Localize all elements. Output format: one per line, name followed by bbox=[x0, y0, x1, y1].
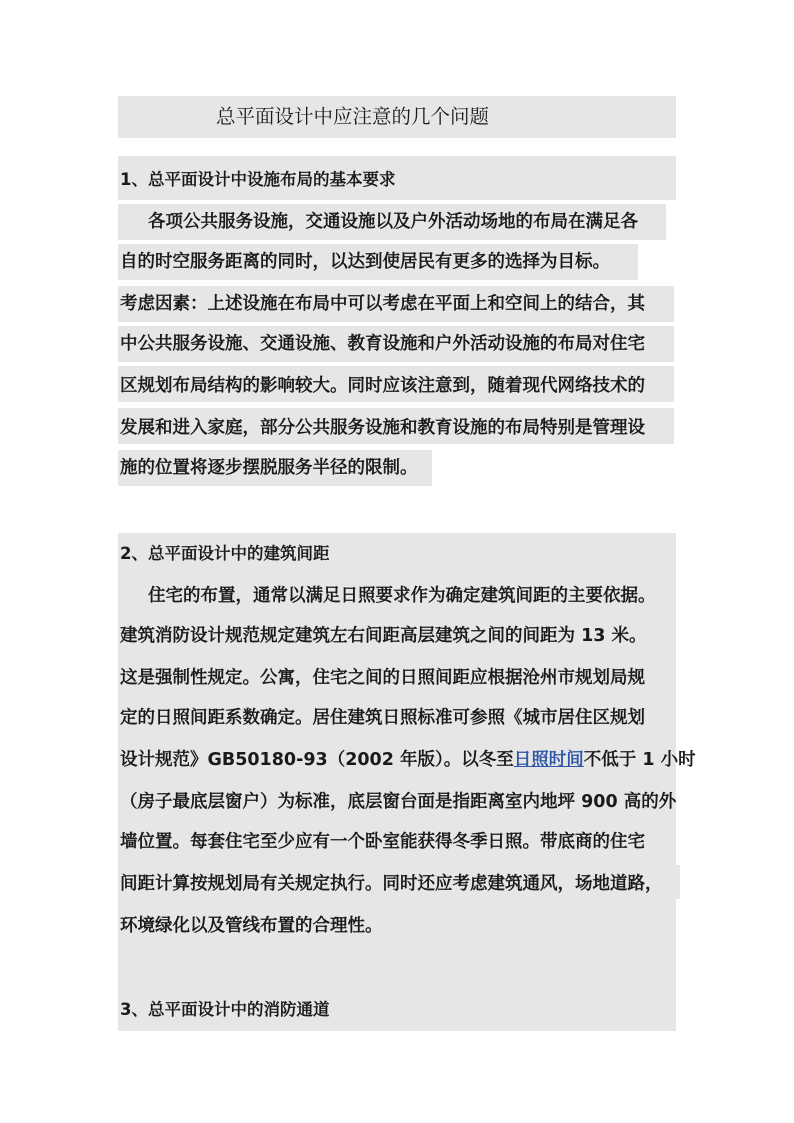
paragraph-line: 中公共服务设施、交通设施、教育设施和户外活动设施的布局对住宅 bbox=[120, 334, 645, 354]
paragraph-line: 区规划布局结构的影响较大。同时应该注意到，随着现代网络技术的 bbox=[120, 376, 645, 396]
paragraph-line: 施的位置将逐步摆脱服务半径的限制。 bbox=[120, 458, 418, 478]
page-title: 总平面设计中应注意的几个问题 bbox=[216, 105, 490, 128]
paragraph-line: 墙位置。每套住宅至少应有一个卧室能获得冬季日照。带底商的住宅 bbox=[120, 832, 645, 852]
paragraph-text: 设计规范》GB50180-93（2002 年版）。以冬至 bbox=[120, 750, 514, 770]
paragraph-line-with-link bbox=[120, 748, 696, 772]
paragraph-line: 考虑因素：上述设施在布局中可以考虑在平面上和空间上的结合，其 bbox=[120, 294, 645, 314]
paragraph-text: 不低于 1 小时 bbox=[583, 750, 696, 770]
paragraph-line: 间距计算按规划局有关规定执行。同时还应考虑建筑通风，场地道路， bbox=[120, 874, 663, 894]
paragraph-line: 各项公共服务设施，交通设施以及户外活动场地的布局在满足各 bbox=[148, 212, 638, 232]
paragraph-line: 环境绿化以及管线布置的合理性。 bbox=[120, 916, 383, 936]
paragraph-line: 发展和进入家庭，部分公共服务设施和教育设施的布局特别是管理设 bbox=[120, 418, 645, 438]
sunlight-time-link[interactable]: 日照时间 bbox=[513, 750, 584, 770]
paragraph-line: 住宅的布置，通常以满足日照要求作为确定建筑间距的主要依据。 bbox=[148, 586, 656, 606]
paragraph-line: 定的日照间距系数确定。居住建筑日照标准可参照《城市居住区规划 bbox=[120, 708, 645, 728]
paragraph-line: （房子最底层窗户）为标准，底层窗台面是指距离室内地坪 900 高的外 bbox=[120, 792, 677, 812]
section2-edge-band bbox=[676, 865, 680, 899]
section-heading-3: 3、总平面设计中的消防通道 bbox=[120, 1000, 330, 1019]
paragraph-line: 自的时空服务距离的同时，以达到使居民有更多的选择为目标。 bbox=[120, 252, 610, 272]
paragraph-line: 建筑消防设计规范规定建筑左右间距高层建筑之间的间距为 13 米。 bbox=[120, 626, 647, 646]
section-heading-1: 1、总平面设计中设施布局的基本要求 bbox=[120, 170, 396, 189]
paragraph-line: 这是强制性规定。公寓，住宅之间的日照间距应根据沧州市规划局规 bbox=[120, 668, 645, 688]
section-heading-2: 2、总平面设计中的建筑间距 bbox=[120, 544, 330, 563]
